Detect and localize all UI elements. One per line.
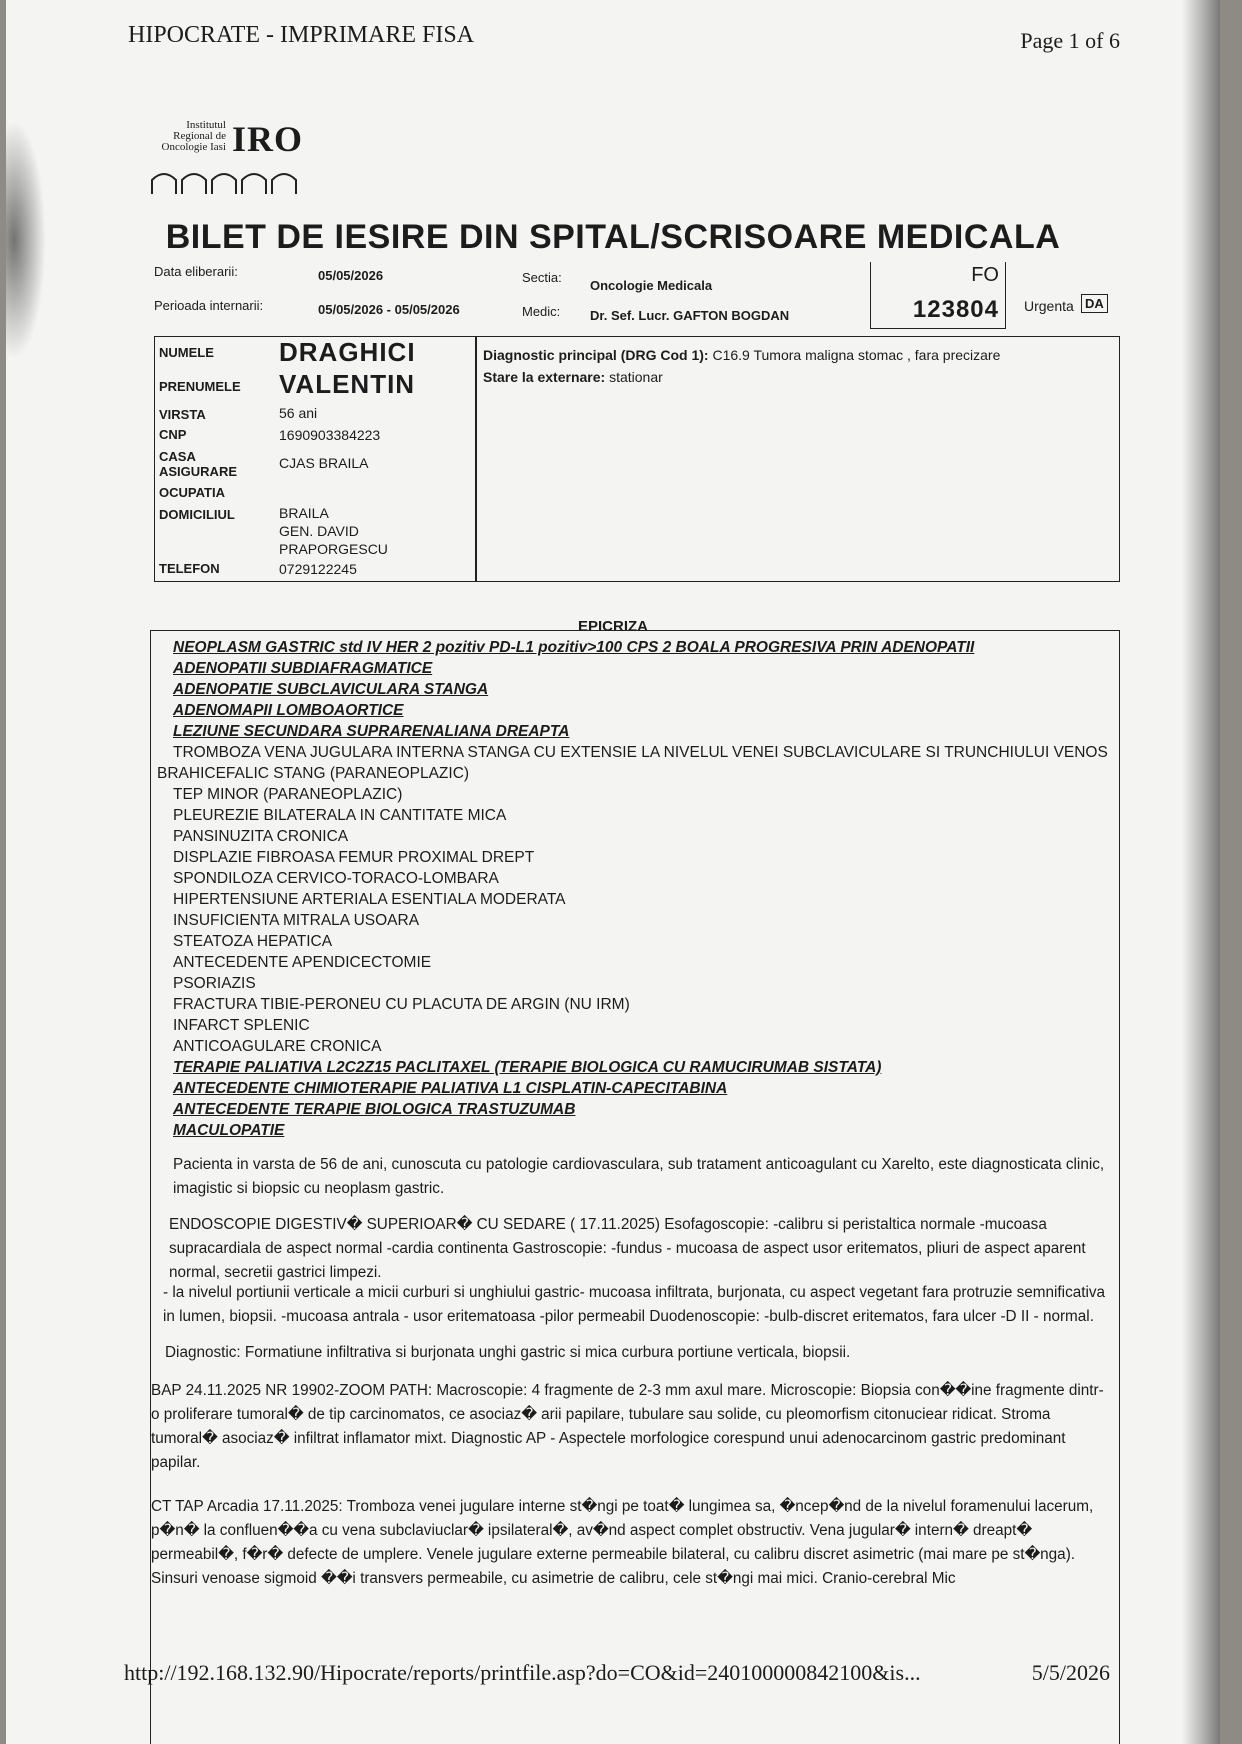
diagnosis-line: DISPLAZIE FIBROASA FEMUR PROXIMAL DREPT	[173, 849, 535, 866]
logo-arches-icon	[150, 166, 300, 196]
fo-box	[870, 262, 1006, 329]
epicriza-paragraph: ENDOSCOPIE DIGESTIV� SUPERIOAR� CU SEDARE ( 17.11.2025) Esofagoscopie: -calibru si peristaltica normale -mucoasa supracardiala de aspect normal -cardia continenta Gastroscopie: -fundus - mucoasa de aspect usor eritematos, pliuri de aspect aparent normal, secretii gastrici limpezi.	[169, 1216, 1086, 1281]
patient-first-name: VALENTIN	[279, 369, 416, 399]
virsta-label: VIRSTA	[159, 407, 206, 422]
diagnostic-principal-label: Diagnostic principal (DRG Cod 1):	[483, 347, 709, 363]
diagnosis-line: TROMBOZA VENA JUGULARA INTERNA STANGA CU EXTENSIE LA NIVELUL VENEI SUBCLAVICULARE SI TRUNCHIULUI VENOS	[173, 744, 1108, 761]
diagnosis-line: TERAPIE PALIATIVA L2C2Z15 PACLITAXEL (TERAPIE BIOLOGICA CU RAMUCIRUMAB SISTATA)	[173, 1059, 882, 1076]
prenumele-label: PRENUMELE	[159, 379, 241, 394]
perioada-label: Perioada internarii:	[154, 298, 264, 313]
cnp-value: 1690903384223	[279, 427, 381, 443]
ocupatia-label: OCUPATIA	[159, 485, 225, 500]
logo-institute-text: Institutul Regional de Oncologie Iasi	[161, 119, 226, 153]
virsta-value: 56 ani	[279, 405, 318, 421]
epicriza-paragraph: Diagnostic: Formatiune infiltrativa si burjonata unghi gastric si mica curbura portiune verticala, biopsii.	[165, 1344, 851, 1361]
telefon-value: 0729122245	[279, 561, 357, 577]
diagnosis-line: ANTECEDENTE APENDICECTOMIE	[173, 954, 432, 971]
footer-date: 5/5/2026	[1031, 1660, 1110, 1685]
diagnosis-line: PSORIAZIS	[173, 975, 256, 992]
epicriza-paragraph: BAP 24.11.2025 NR 19902-ZOOM PATH: Macroscopie: 4 fragmente de 2-3 mm axul mare. Microscopie: Biopsia con��ine fragmente dintr-o proliferare tumoral� de tip carcinomatos, ce asociaz� arii papilare, tubulare sau solide, cu pleomorfism citonuciear ridicat. Stroma tumoral� asociaz� infiltrat inflamator mixt. Diagnostic AP - Aspectele morfologice corespund unui adenocarcinom gastric predominant papilar.	[151, 1382, 1104, 1471]
diagnostic-box	[476, 336, 1120, 582]
footer-url: http://192.168.132.90/Hipocrate/reports/printfile.asp?do=CO&id=240100000842100&is...	[124, 1660, 921, 1685]
patient-info-box	[154, 336, 476, 582]
urgenta-value: DA	[1081, 294, 1108, 313]
app-title: HIPOCRATE - IMPRIMARE FISA	[128, 22, 475, 48]
page-indicator: Page 1 of 6	[1020, 28, 1120, 53]
casa-value: CJAS BRAILA	[279, 455, 369, 471]
diagnosis-line: ADENOMAPII LOMBOAORTICE	[173, 702, 404, 719]
domiciliul-line-2: GEN. DAVID	[279, 523, 359, 539]
domiciliul-label: DOMICILIUL	[159, 507, 235, 522]
diagnosis-line: SPONDILOZA CERVICO-TORACO-LOMBARA	[173, 870, 499, 887]
scan-edge-shadow	[1182, 0, 1220, 1744]
diagnosis-line: ADENOPATII SUBDIAFRAGMATICE	[173, 660, 433, 677]
diagnosis-line: INSUFICIENTA MITRALA USOARA	[173, 912, 420, 929]
fo-number: 123804	[912, 296, 999, 323]
printed-page	[6, 0, 1220, 1744]
data-eliberarii-value: 05/05/2026	[318, 268, 384, 283]
diagnosis-line: ANTECEDENTE TERAPIE BIOLOGICA TRASTUZUMAB	[173, 1101, 576, 1118]
stare-label: Stare la externare:	[483, 369, 606, 385]
medic-value: Dr. Sef. Lucr. GAFTON BOGDAN	[590, 308, 790, 323]
diagnosis-line: TEP MINOR (PARANEOPLAZIC)	[173, 786, 403, 803]
stare-value: stationar	[609, 369, 663, 385]
diagnosis-line: HIPERTENSIUNE ARTERIALA ESENTIALA MODERATA	[173, 891, 566, 908]
logo-iro-text: IRO	[232, 119, 304, 159]
diagnosis-line: BRAHICEFALIC STANG (PARANEOPLAZIC)	[157, 765, 470, 782]
casa-label-1: CASA	[159, 449, 196, 464]
diagnosis-line: PANSINUZITA CRONICA	[173, 828, 349, 845]
diagnosis-line: ADENOPATIE SUBCLAVICULARA STANGA	[173, 681, 489, 698]
stare-externare	[483, 369, 663, 385]
urgenta-label: Urgenta	[1024, 298, 1074, 314]
fo-label: FO	[971, 264, 999, 286]
epicriza-paragraph: Pacienta in varsta de 56 de ani, cunoscuta cu patologie cardiovasculara, sub tratament anticoagulant cu Xarelto, este diagnosticata clinic, imagistic si biopsic cu neoplasm gastric.	[173, 1156, 1105, 1197]
domiciliul-line-1: BRAILA	[279, 505, 329, 521]
diagnostic-principal	[483, 347, 1000, 363]
sectia-value: Oncologie Medicala	[590, 278, 713, 293]
perioada-value: 05/05/2026 - 05/05/2026	[318, 302, 460, 317]
diagnosis-line: ANTICOAGULARE CRONICA	[173, 1038, 382, 1055]
numele-label: NUMELE	[159, 345, 214, 360]
epicriza-paragraph: CT TAP Arcadia 17.11.2025: Tromboza venei jugulare interne st�ngi pe toat� lungimea sa, �ncep�nd de la nivelul foramenului lacerum, p�n� la confluen��a cu vena subclaviuclar� ipsilateral�, av�nd aspect complet obstructiv. Vena jugular� intern� dreapt� permeabil�, f�r� defecte de umplere. Venele jugulare externe permeabile bilateral, cu calibru discret asimetric (mai mare pe st�nga). Sinsuri venoase sigmoid ��i transvers permeabile, cu asimetrie de calibru, cele st�ngi mai mici. Cranio-cerebral Mic	[151, 1498, 1094, 1587]
diagnosis-line: LEZIUNE SECUNDARA SUPRARENALIANA DREAPTA	[173, 723, 570, 740]
data-eliberarii-label: Data eliberarii:	[154, 264, 238, 279]
diagnostic-principal-value: C16.9 Tumora maligna stomac , fara precizare	[712, 347, 1001, 363]
diagnosis-line: STEATOZA HEPATICA	[173, 933, 333, 950]
telefon-label: TELEFON	[159, 561, 220, 576]
diagnosis-line: FRACTURA TIBIE-PERONEU CU PLACUTA DE ARGIN (NU IRM)	[173, 996, 630, 1013]
domiciliul-line-3: PRAPORGESCU	[279, 541, 388, 557]
epicriza-paragraph: - la nivelul portiunii verticale a micii curburi si unghiului gastric- mucoasa infiltrata, burjonata, cu aspect vegetant fara protruzie semnificativa in lumen, biopsii. -mucoasa antrala - usor eritematoasa -pilor permeabil Duodenoscopie: -bulb-discret eritematos, fara ulcer -D II - normal.	[163, 1284, 1106, 1325]
diagnosis-line: NEOPLASM GASTRIC std IV HER 2 pozitiv PD-L1 pozitiv>100 CPS 2 BOALA PROGRESIVA PRIN ADENOPATII	[173, 639, 975, 656]
diagnosis-line: INFARCT SPLENIC	[173, 1017, 310, 1034]
diagnosis-line: ANTECEDENTE CHIMIOTERAPIE PALIATIVA L1 CISPLATIN-CAPECITABINA	[173, 1080, 728, 1097]
document-title: BILET DE IESIRE DIN SPITAL/SCRISOARE MEDICALA	[165, 218, 1061, 256]
patient-surname: DRAGHICI	[279, 337, 416, 367]
iro-logo	[146, 118, 306, 198]
casa-label-2: ASIGURARE	[159, 464, 238, 479]
epicriza-box	[150, 630, 1120, 1744]
cnp-label: CNP	[159, 427, 187, 442]
medic-label: Medic:	[522, 304, 561, 319]
diagnosis-line: PLEUREZIE BILATERALA IN CANTITATE MICA	[173, 807, 507, 824]
sectia-label: Sectia:	[522, 270, 562, 285]
epicriza-title: EPICRIZA	[577, 618, 648, 635]
diagnosis-line: MACULOPATIE	[173, 1122, 285, 1139]
